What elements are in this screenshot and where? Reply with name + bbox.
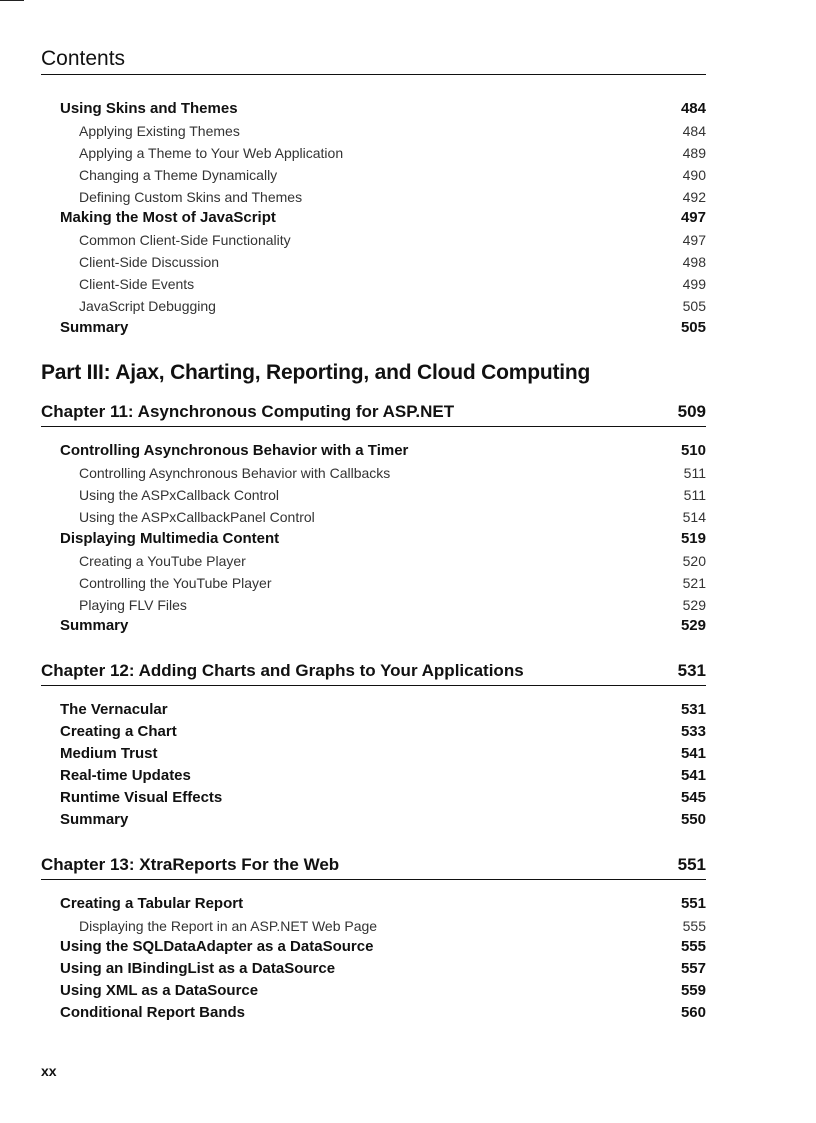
toc-entry-label: Controlling the YouTube Player xyxy=(79,575,272,591)
chapter-heading xyxy=(41,661,706,686)
toc-entry-page: 555 xyxy=(680,938,706,955)
chapter-title: Chapter 12: Adding Charts and Graphs to Your Applications xyxy=(41,661,524,680)
toc-entry xyxy=(0,209,706,229)
toc-entry-label: Using an IBindingList as a DataSource xyxy=(60,960,336,977)
toc-entry-page: 511 xyxy=(683,487,706,503)
chapter-page: 531 xyxy=(677,661,706,680)
toc-entry xyxy=(0,145,706,165)
toc-entry-page: 497 xyxy=(680,209,706,226)
toc-entry xyxy=(0,918,706,938)
toc-entry-page: 557 xyxy=(680,960,706,977)
toc-entry-label: Defining Custom Skins and Themes xyxy=(79,189,303,205)
toc-entry-label: Making the Most of JavaScript xyxy=(60,209,276,226)
toc-entry-page: 531 xyxy=(680,701,706,718)
toc-entry-label: Summary xyxy=(60,319,129,336)
toc-entry-label: Controlling Asynchronous Behavior with a Timer xyxy=(60,442,409,459)
toc-entry-page: 560 xyxy=(680,1004,706,1021)
toc-entry-label: Client-Side Discussion xyxy=(79,254,220,270)
toc-entry-page: 505 xyxy=(682,298,706,314)
toc-entry xyxy=(0,465,706,485)
toc-entry-page: 550 xyxy=(680,811,706,828)
toc-entry-label: Medium Trust xyxy=(60,745,158,762)
toc-entry xyxy=(0,509,706,529)
toc-entry xyxy=(0,895,706,915)
toc-entry-label: JavaScript Debugging xyxy=(79,298,216,314)
toc-entry-page: 492 xyxy=(682,189,706,205)
toc-entry xyxy=(0,938,706,958)
toc-entry-label: Client-Side Events xyxy=(79,276,195,292)
toc-entry xyxy=(0,487,706,507)
toc-entry xyxy=(0,811,706,831)
page-header-title: Contents xyxy=(41,47,126,70)
toc-entry-page: 541 xyxy=(680,767,706,784)
toc-entry xyxy=(0,723,706,743)
toc-entry-label: Changing a Theme Dynamically xyxy=(79,167,278,183)
toc-entry-page: 545 xyxy=(680,789,706,806)
toc-entry-label: Using the ASPxCallback Control xyxy=(79,487,279,503)
chapter-title: Chapter 11: Asynchronous Computing for ASP.NET xyxy=(41,402,455,421)
toc-entry-page: 529 xyxy=(680,617,706,634)
toc-entry-page: 555 xyxy=(682,918,706,934)
toc-entry-page: 514 xyxy=(682,509,706,525)
toc-entry-page: 519 xyxy=(680,530,706,547)
toc-entry xyxy=(0,553,706,573)
toc-entry xyxy=(0,189,706,209)
toc-entry-label: Playing FLV Files xyxy=(79,597,187,613)
toc-entry-label: Real-time Updates xyxy=(60,767,191,784)
toc-entry-label: Displaying the Report in an ASP.NET Web Page xyxy=(79,918,378,934)
toc-entry-page: 511 xyxy=(683,465,706,481)
toc-entry-page: 497 xyxy=(682,232,706,248)
toc-entry-label: Controlling Asynchronous Behavior with Callbacks xyxy=(79,465,391,481)
toc-entry xyxy=(0,100,706,120)
toc-entry xyxy=(0,167,706,187)
corner-crop-mark xyxy=(0,0,24,1)
toc-entry-page: 490 xyxy=(682,167,706,183)
toc-entry-label: The Vernacular xyxy=(60,701,168,718)
toc-entry-page: 484 xyxy=(682,123,706,139)
toc-entry-page: 521 xyxy=(682,575,706,591)
toc-entry-label: Creating a Chart xyxy=(60,723,177,740)
toc-entry-label: Using the SQLDataAdapter as a DataSource xyxy=(60,938,374,955)
chapter-heading xyxy=(41,402,706,427)
page-number: xx xyxy=(41,1063,57,1079)
toc-entry xyxy=(0,789,706,809)
toc-entry xyxy=(0,232,706,252)
toc-entry xyxy=(0,442,706,462)
toc-entry-page: 529 xyxy=(682,597,706,613)
toc-entry-label: Applying Existing Themes xyxy=(79,123,240,139)
toc-entry xyxy=(0,617,706,637)
toc-entry-page: 484 xyxy=(680,100,706,117)
toc-entry xyxy=(0,276,706,296)
toc-entry-label: Summary xyxy=(60,811,129,828)
toc-entry-label: Conditional Report Bands xyxy=(60,1004,245,1021)
toc-entry xyxy=(0,298,706,318)
toc-entry-label: Common Client-Side Functionality xyxy=(79,232,291,248)
toc-entry-page: 505 xyxy=(680,319,706,336)
toc-entry xyxy=(0,1004,706,1024)
toc-entry xyxy=(0,530,706,550)
toc-entry-label: Displaying Multimedia Content xyxy=(60,530,280,547)
toc-entry-label: Using XML as a DataSource xyxy=(60,982,259,999)
toc-entry xyxy=(0,960,706,980)
toc-entry-page: 510 xyxy=(680,442,706,459)
toc-entry xyxy=(0,745,706,765)
toc-entry xyxy=(0,767,706,787)
toc-entry-label: Applying a Theme to Your Web Application xyxy=(79,145,344,161)
toc-entry-page: 520 xyxy=(682,553,706,569)
toc-entry xyxy=(0,982,706,1002)
toc-entry xyxy=(0,123,706,143)
toc-entry-label: Using the ASPxCallbackPanel Control xyxy=(79,509,315,525)
toc-entry-page: 559 xyxy=(680,982,706,999)
toc-entry xyxy=(0,254,706,274)
toc-entry-label: Runtime Visual Effects xyxy=(60,789,223,806)
toc-entry-page: 498 xyxy=(682,254,706,270)
toc-entry-label: Creating a YouTube Player xyxy=(79,553,246,569)
toc-entry xyxy=(0,701,706,721)
toc-entry-page: 489 xyxy=(682,145,706,161)
toc-entry-page: 533 xyxy=(680,723,706,740)
toc-entry-label: Using Skins and Themes xyxy=(60,100,238,117)
part-title: Part III: Ajax, Charting, Reporting, and Cloud Computing xyxy=(41,361,591,384)
toc-entry-page: 551 xyxy=(680,895,706,912)
toc-entry xyxy=(0,319,706,339)
toc-entry xyxy=(0,575,706,595)
toc-entry-page: 541 xyxy=(680,745,706,762)
chapter-page: 551 xyxy=(677,855,706,874)
chapter-page: 509 xyxy=(677,402,706,421)
header-rule xyxy=(41,74,706,75)
chapter-title: Chapter 13: XtraReports For the Web xyxy=(41,855,340,874)
toc-entry xyxy=(0,597,706,617)
toc-entry-label: Creating a Tabular Report xyxy=(60,895,244,912)
toc-entry-page: 499 xyxy=(682,276,706,292)
toc-entry-label: Summary xyxy=(60,617,129,634)
chapter-heading xyxy=(41,855,706,880)
